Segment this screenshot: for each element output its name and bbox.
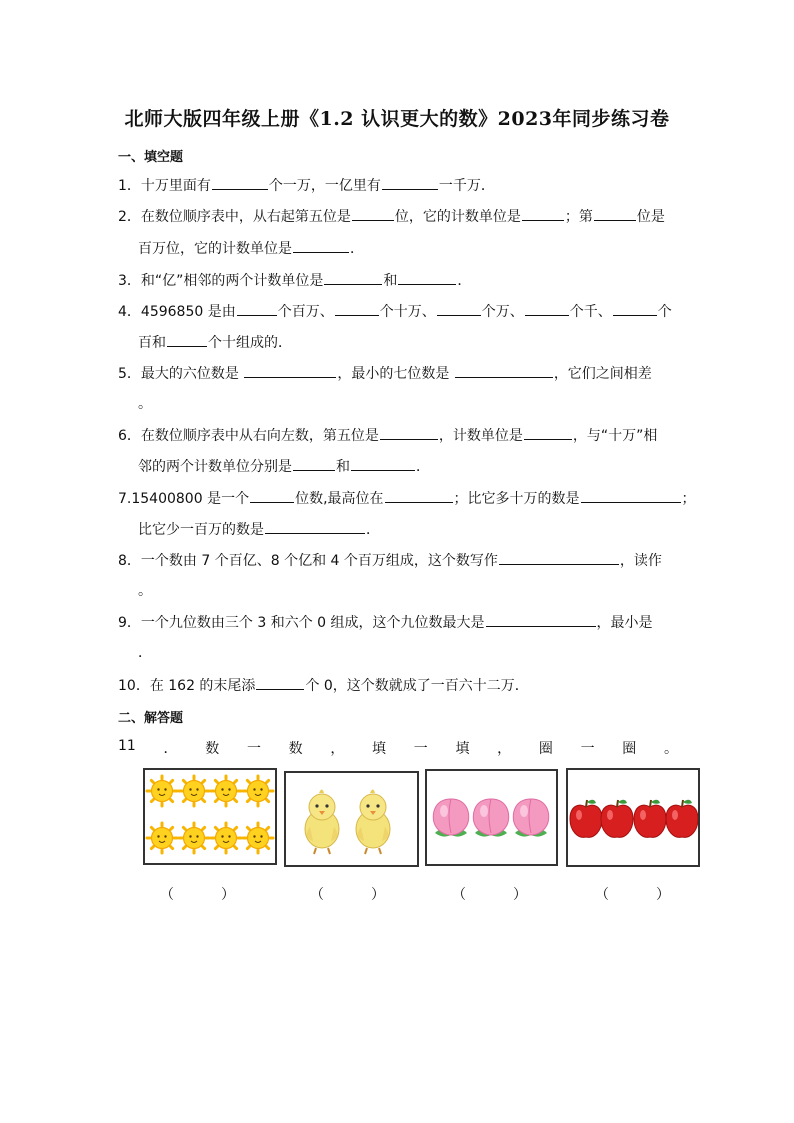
q5-text-c: ，它们之间相差 xyxy=(553,366,652,382)
q4-text-e: 个千、 xyxy=(569,304,612,320)
picture-box-chicks xyxy=(284,771,419,867)
q5-text-a: 5．最大的六位数是 xyxy=(118,366,244,382)
q4-text-g: 百和 xyxy=(138,335,166,351)
sun-icon xyxy=(147,823,177,853)
answer-paren-2[interactable] xyxy=(310,884,385,904)
q2-text-b: 位，它的计数单位是 xyxy=(394,209,521,225)
paren-close: ） xyxy=(371,887,385,903)
paren-open: （ xyxy=(310,887,324,903)
q7-text-f: ． xyxy=(366,522,380,538)
q11-char: ， xyxy=(330,741,345,757)
q6-blank-3[interactable] xyxy=(293,456,335,471)
q2-blank-4[interactable] xyxy=(293,238,349,253)
q11-char: 填 xyxy=(372,741,387,757)
q4-blank-3[interactable] xyxy=(437,301,481,316)
paren-open: （ xyxy=(160,887,174,903)
q7-text-d: ； xyxy=(681,491,696,507)
apple-icon xyxy=(666,800,698,838)
q6-text-d: 邻的两个计数单位分别是 xyxy=(138,459,292,475)
paren-close: ） xyxy=(513,887,527,903)
answer-paren-3[interactable] xyxy=(452,884,527,904)
q2-blank-2[interactable] xyxy=(522,206,564,221)
q3-text-a: 3．和“亿”相邻的两个计数单位是 xyxy=(118,273,324,289)
question-9-cont xyxy=(138,643,152,663)
q7-blank-4[interactable] xyxy=(265,519,365,534)
q4-text-f: 个 xyxy=(657,304,672,320)
question-6-cont xyxy=(138,456,430,477)
q11-char: 11 xyxy=(118,738,136,754)
peach-group xyxy=(427,771,556,864)
question-6 xyxy=(118,425,657,446)
paren-open: （ xyxy=(452,887,466,903)
q10-text-a: 10．在 162 的末尾添 xyxy=(118,678,256,694)
chick-group xyxy=(286,773,417,865)
question-5-cont xyxy=(138,394,152,414)
q1-text-b: 个一万，一亿里有 xyxy=(268,178,381,194)
sun-icon xyxy=(179,823,209,853)
question-7-cont xyxy=(138,519,380,540)
q5-blank-2[interactable] xyxy=(455,363,553,378)
q6-blank-2[interactable] xyxy=(524,425,572,440)
q4-text-d: 个万、 xyxy=(481,304,524,320)
sun-icon xyxy=(179,776,209,806)
question-1 xyxy=(118,175,495,196)
q6-text-a: 6．在数位顺序表中从右向左数，第五位是 xyxy=(118,428,379,444)
q6-text-f: ． xyxy=(416,459,430,475)
peach-icon xyxy=(513,799,548,837)
q11-char: ， xyxy=(497,741,512,757)
q11-char: 一 xyxy=(246,741,261,757)
q4-blank-1[interactable] xyxy=(237,301,277,316)
q11-char: 数 xyxy=(205,741,220,757)
q4-blank-2[interactable] xyxy=(335,301,379,316)
q1-text-a: 1．十万里面有 xyxy=(118,178,211,194)
q3-text-b: 和 xyxy=(383,273,398,289)
q9-text-a: 9．一个九位数由三个 3 和六个 0 组成，这个九位数最大是 xyxy=(118,615,485,631)
sun-group xyxy=(145,770,275,863)
paren-open: （ xyxy=(595,887,609,903)
q10-text-b: 个 0，这个数就成了一百六十二万． xyxy=(305,678,529,694)
q2-blank-1[interactable] xyxy=(352,206,394,221)
sun-icon xyxy=(211,823,241,853)
question-8-cont xyxy=(138,581,152,601)
peach-icon xyxy=(473,799,508,837)
q4-blank-6[interactable] xyxy=(167,332,207,347)
q5-text-d: 。 xyxy=(138,396,152,412)
section-fill-in: 一、填空题 xyxy=(118,150,184,165)
q7-text-e: 比它少一百万的数是 xyxy=(138,522,264,538)
q8-blank-1[interactable] xyxy=(499,550,619,565)
paren-close: ） xyxy=(656,887,670,903)
question-3 xyxy=(118,270,471,291)
q4-blank-4[interactable] xyxy=(525,301,569,316)
q10-blank-1[interactable] xyxy=(256,675,304,690)
picture-box-peaches xyxy=(425,769,558,866)
apple-icon xyxy=(601,800,633,838)
q7-text-b: 位数,最高位在 xyxy=(295,491,384,507)
q6-blank-4[interactable] xyxy=(351,456,415,471)
q6-blank-1[interactable] xyxy=(380,425,438,440)
answer-paren-4[interactable] xyxy=(595,884,670,904)
q2-text-a: 2．在数位顺序表中，从右起第五位是 xyxy=(118,209,351,225)
q2-text-c: ；第 xyxy=(564,209,593,225)
q3-blank-1[interactable] xyxy=(324,270,382,285)
picture-box-suns xyxy=(143,768,277,865)
page-title: 北师大版四年级上册《1.2 认识更大的数》2023年同步练习卷 xyxy=(124,108,670,130)
q1-blank-1[interactable] xyxy=(212,175,268,190)
q4-text-h: 个十组成的． xyxy=(208,335,292,351)
q1-text-c: 一千万． xyxy=(438,178,495,194)
peach-icon xyxy=(433,799,468,837)
q11-char: 数 xyxy=(288,741,303,757)
apple-icon xyxy=(570,800,602,838)
q6-text-c: ，与“十万”相 xyxy=(572,428,658,444)
q1-blank-2[interactable] xyxy=(382,175,438,190)
q6-text-b: ，计数单位是 xyxy=(438,428,523,444)
question-10 xyxy=(118,675,529,696)
question-5 xyxy=(118,363,652,384)
question-9 xyxy=(118,612,653,633)
q4-text-c: 个十万、 xyxy=(379,304,436,320)
sun-icon xyxy=(243,776,273,806)
sun-icon xyxy=(147,776,177,806)
q2-blank-3[interactable] xyxy=(594,206,636,221)
question-2-cont xyxy=(138,238,364,259)
q11-char: 填 xyxy=(455,741,470,757)
q7-blank-2[interactable] xyxy=(385,488,453,503)
q7-text-a: 7.15400800 是一个 xyxy=(118,491,250,507)
q3-blank-2[interactable] xyxy=(398,270,456,285)
q9-text-b: ，最小是 xyxy=(596,615,653,631)
q2-text-f: ． xyxy=(350,241,364,257)
q8-text-a: 8．一个数由 7 个百亿、8 个亿和 4 个百万组成，这个数写作 xyxy=(118,553,498,569)
q9-text-c: ． xyxy=(138,645,152,661)
section-answer: 二、解答题 xyxy=(118,711,184,726)
q4-text-b: 个百万、 xyxy=(277,304,334,320)
q4-text-a: 4．4596850 是由 xyxy=(118,304,236,320)
q7-blank-1[interactable] xyxy=(250,488,294,503)
q3-text-c: ． xyxy=(457,273,472,289)
q5-text-b: ，最小的七位数是 xyxy=(337,366,454,382)
q11-char: 圈 xyxy=(538,741,553,757)
question-7 xyxy=(118,488,696,509)
q11-char: 。 xyxy=(663,741,678,757)
q11-char: 一 xyxy=(413,741,428,757)
q2-text-d: 位是 xyxy=(636,209,665,225)
q8-text-c: 。 xyxy=(138,583,152,599)
q9-blank-1[interactable] xyxy=(486,612,596,627)
q8-text-b: ，读作 xyxy=(619,553,662,569)
q7-text-c: ；比它多十万的数是 xyxy=(453,491,580,507)
question-2 xyxy=(118,206,665,227)
chick-icon xyxy=(356,790,390,855)
q2-text-e: 百万位，它的计数单位是 xyxy=(138,241,292,257)
q11-char: 圈 xyxy=(622,741,637,757)
question-4-cont xyxy=(138,332,292,353)
chick-icon xyxy=(305,790,339,855)
q4-blank-5[interactable] xyxy=(613,301,657,316)
q11-char: 一 xyxy=(580,741,595,757)
picture-box-apples xyxy=(566,768,700,867)
q11-char: ． xyxy=(163,741,178,757)
question-4 xyxy=(118,301,672,322)
question-11 xyxy=(118,738,678,758)
sun-icon xyxy=(243,823,273,853)
q6-text-e: 和 xyxy=(336,459,350,475)
answer-paren-1[interactable] xyxy=(160,884,235,904)
paren-close: ） xyxy=(221,887,235,903)
apple-group xyxy=(568,770,698,865)
question-8 xyxy=(118,550,662,571)
apple-icon xyxy=(634,800,666,838)
q5-blank-1[interactable] xyxy=(244,363,336,378)
q7-blank-3[interactable] xyxy=(581,488,681,503)
sun-icon xyxy=(211,776,241,806)
